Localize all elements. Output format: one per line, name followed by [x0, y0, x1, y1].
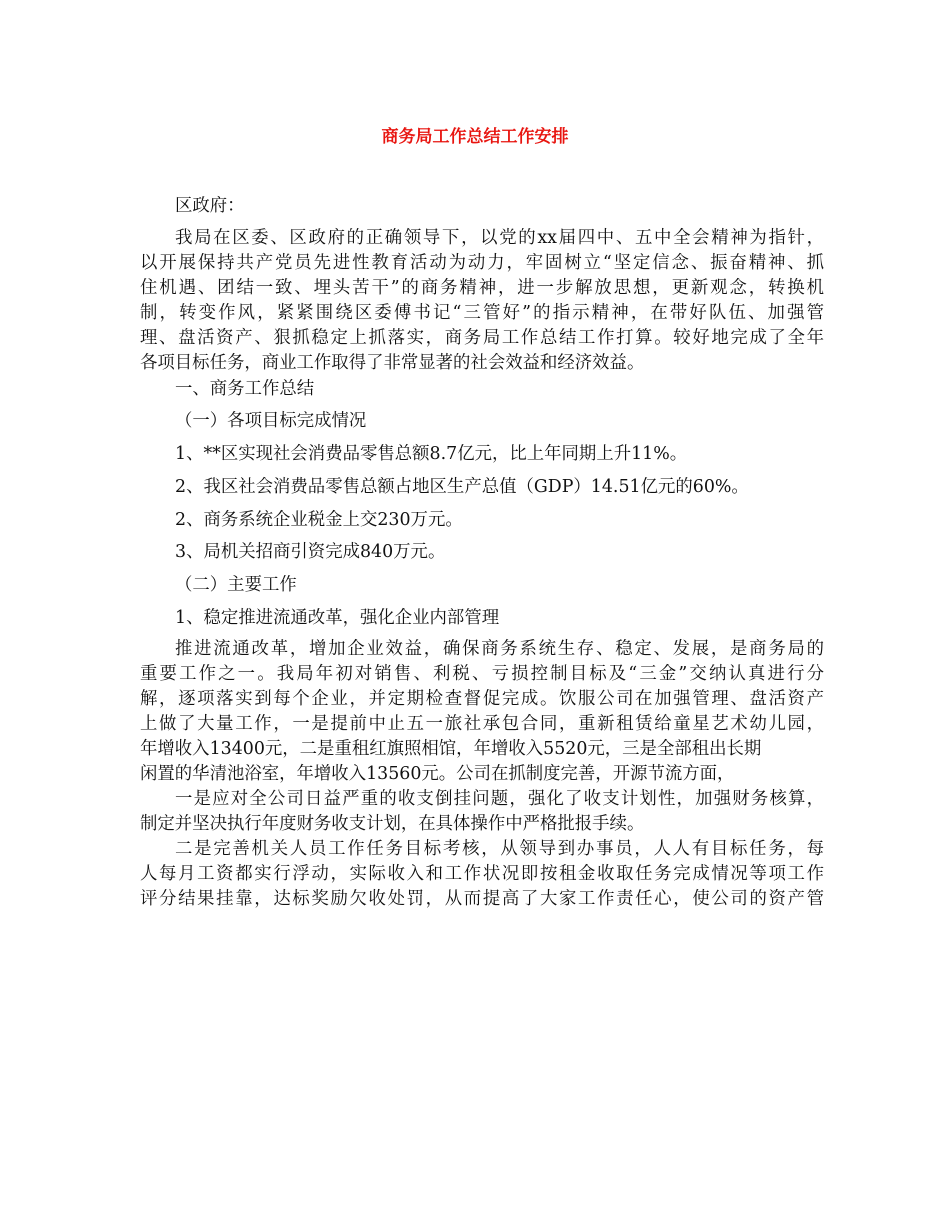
paragraph-line: 一是应对全公司日益严重的收支倒挂问题，强化了收支计划性，加强财务核算，: [175, 789, 824, 810]
paragraph-line: 制定并坚决执行年度财务收支计划，在具体操作中严格批报手续。: [140, 814, 645, 835]
paragraph-line: 制，转变作风，紧紧围绕区委傅书记“三管好”的指示精神，在带好队伍、加强管: [140, 302, 824, 323]
subsection-heading: （二）主要工作: [175, 574, 297, 595]
paragraph-line: 评分结果挂靠，达标奖励欠收处罚，从而提高了大家工作责任心，使公司的资产管: [140, 889, 824, 910]
intro-paragraph: [140, 223, 824, 373]
paragraph-line: 人每月工资都实行浮动，实际收入和工作状况即按租金收取任务完成情况等项工作: [140, 864, 824, 885]
paragraph-line: 重要工作之一。我局年初对销售、利税、亏损控制目标及“三金”交纳认真进行分: [140, 664, 824, 685]
paragraph-line: 推进流通改革，增加企业效益，确保商务系统生存、稳定、发展，是商务局的: [175, 639, 824, 660]
paragraph-line: 上做了大量工作，一是提前中止五一旅社承包合同，重新租赁给童星艺术幼儿园，: [140, 714, 824, 735]
salutation: 区政府：: [175, 196, 245, 216]
paragraph-line: 我局在区委、区政府的正确领导下，以党的xx届四中、五中全会精神为指针，: [175, 227, 824, 248]
section-heading: 一、商务工作总结: [175, 378, 315, 399]
target-item: 2、我区社会消费品零售总额占地区生产总值（GDP）14.51亿元的60%。: [175, 476, 749, 497]
work-point-paragraph: [140, 834, 824, 909]
target-item: 2、商务系统企业税金上交230万元。: [175, 509, 463, 530]
work-item-heading: 1、稳定推进流通改革，强化企业内部管理: [175, 607, 500, 628]
paragraph-line: 二是完善机关人员工作任务目标考核，从领导到办事员，人人有目标任务，每: [175, 839, 824, 860]
paragraph-line: 年增收入13400元，二是重租红旗照相馆，年增收入5520元，三是全部租出长期: [140, 739, 762, 760]
paragraph-line: 解，逐项落实到每个企业，并定期检查督促完成。饮服公司在加强管理、盘活资产: [140, 689, 824, 710]
paragraph-line: 各项目标任务，商业工作取得了非常显著的社会效益和经济效益。: [140, 352, 645, 373]
target-item: 1、**区实现社会消费品零售总额8.7亿元，比上年同期上升11%。: [175, 444, 688, 465]
paragraph-line: 闲置的华清池浴室，年增收入13560元。公司在抓制度完善，开源节流方面，: [140, 764, 735, 785]
subsection-heading: （一）各项目标完成情况: [175, 411, 367, 432]
paragraph-line: 理、盘活资产、狠抓稳定上抓落实，商务局工作总结工作打算。较好地完成了全年: [140, 327, 824, 348]
work-point-paragraph: [140, 784, 824, 834]
document-title: 商务局工作总结工作安排: [381, 127, 569, 147]
target-item: 3、局机关招商引资完成840万元。: [175, 542, 446, 563]
document-body: [140, 190, 824, 909]
paragraph-line: 以开展保持共产党员先进性教育活动为动力，牢固树立“坚定信念、振奋精神、抓: [140, 252, 824, 273]
paragraph-line: 住机遇、团结一致、埋头苦干”的商务精神，进一步解放思想，更新观念，转换机: [140, 277, 824, 298]
work-paragraph: [140, 634, 824, 784]
